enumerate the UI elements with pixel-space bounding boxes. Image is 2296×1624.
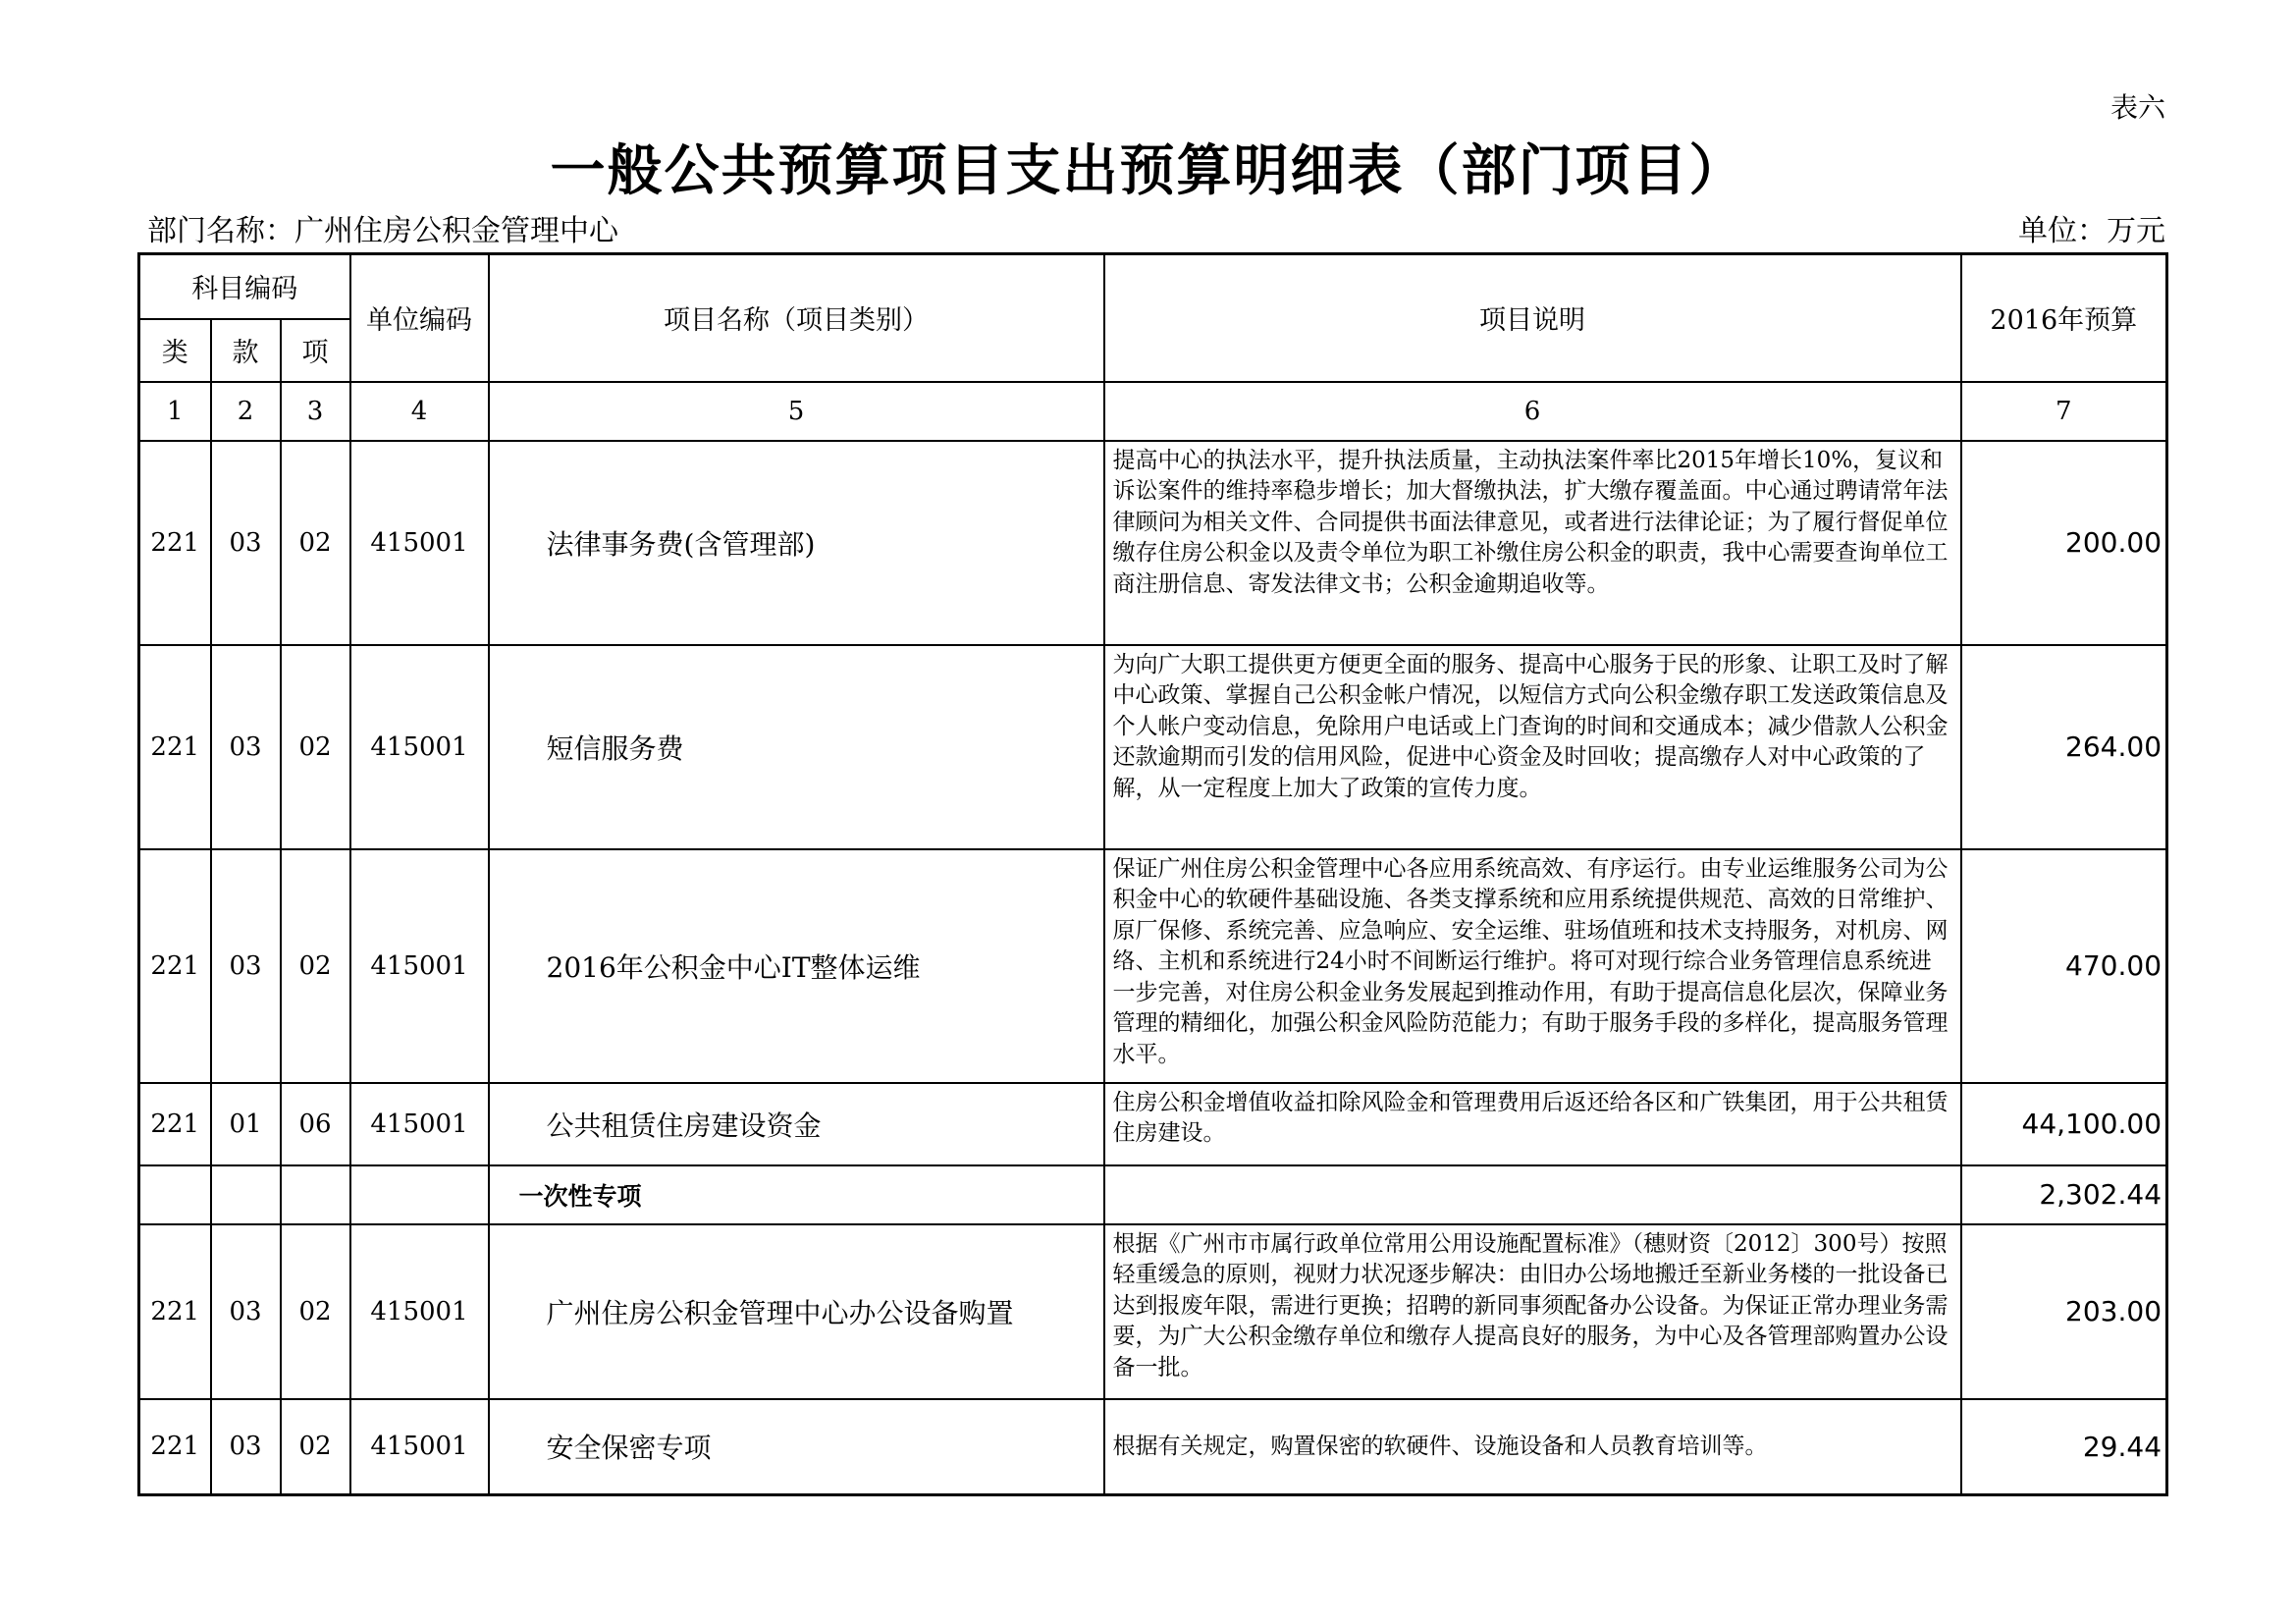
cell-kuan: 01 <box>211 1083 281 1165</box>
cell-unit-code: 415001 <box>350 1399 489 1495</box>
cell-project-desc <box>1104 1165 1961 1224</box>
cell-xiang: 02 <box>281 1224 350 1399</box>
cell-project-name: 短信服务费 <box>489 645 1104 849</box>
cell-unit-code: 415001 <box>350 1083 489 1165</box>
header-budget: 2016年预算 <box>1961 254 2167 382</box>
unit-label: 单位：万元 <box>2018 214 2165 248</box>
cell-budget: 264.00 <box>1961 645 2167 849</box>
cell-project-desc: 为向广大职工提供更方便更全面的服务、提高中心服务于民的形象、让职工及时了解中心政策、掌握自己公积金帐户情况，以短信方式向公积金缴存职工发送政策信息及个人帐户变动信息，免除用户电话或上门查询的时间和交通成本；减少借款人公积金还款逾期而引发的信用风险，促进中心资金及时回收；提高缴存人对中心政策的了解，从一定程度上加大了政策的宣传力度。 <box>1104 645 1961 849</box>
table-tag: 表六 <box>2109 91 2165 124</box>
cell-lei: 221 <box>139 1083 211 1165</box>
cell-lei <box>139 1165 211 1224</box>
header-project-desc: 项目说明 <box>1104 254 1961 382</box>
header-row-1 <box>139 254 2167 319</box>
index-cell: 6 <box>1104 382 1961 441</box>
table-row <box>139 849 2167 1083</box>
index-cell: 2 <box>211 382 281 441</box>
department-label: 部门名称：广州住房公积金管理中心 <box>147 214 618 248</box>
cell-budget: 470.00 <box>1961 849 2167 1083</box>
cell-unit-code: 415001 <box>350 441 489 645</box>
cell-unit-code: 415001 <box>350 1224 489 1399</box>
cell-kuan <box>211 1165 281 1224</box>
table-row <box>139 1083 2167 1165</box>
cell-budget: 29.44 <box>1961 1399 2167 1495</box>
cell-project-name: 2016年公积金中心IT整体运维 <box>489 849 1104 1083</box>
budget-table <box>137 252 2168 1496</box>
index-cell: 1 <box>139 382 211 441</box>
cell-budget: 200.00 <box>1961 441 2167 645</box>
cell-unit-code: 415001 <box>350 849 489 1083</box>
cell-xiang <box>281 1165 350 1224</box>
table-row <box>139 1399 2167 1495</box>
cell-xiang: 02 <box>281 441 350 645</box>
cell-kuan: 03 <box>211 849 281 1083</box>
header-lei: 类 <box>139 319 211 382</box>
header-unit-code: 单位编码 <box>350 254 489 382</box>
table-row <box>139 645 2167 849</box>
header-kuan: 款 <box>211 319 281 382</box>
page-title: 一般公共预算项目支出预算明细表（部门项目） <box>550 138 1746 203</box>
cell-xiang: 02 <box>281 1399 350 1495</box>
cell-category-name: 一次性专项 <box>489 1165 1104 1224</box>
cell-lei: 221 <box>139 645 211 849</box>
subtotal-row <box>139 1165 2167 1224</box>
cell-project-desc: 根据《广州市市属行政单位常用公用设施配置标准》（穗财资〔2012〕300号）按照轻重缓急的原则，视财力状况逐步解决：由旧办公场地搬迁至新业务楼的一批设备已达到报废年限，需进行更换；招聘的新同事须配备办公设备。为保证正常办理业务需要，为广大公积金缴存单位和缴存人提高良好的服务，为中心及各管理部购置办公设备一批。 <box>1104 1224 1961 1399</box>
cell-project-name: 安全保密专项 <box>489 1399 1104 1495</box>
cell-budget: 44,100.00 <box>1961 1083 2167 1165</box>
header-subject-code: 科目编码 <box>139 254 350 319</box>
cell-project-name: 公共租赁住房建设资金 <box>489 1083 1104 1165</box>
cell-unit-code <box>350 1165 489 1224</box>
cell-lei: 221 <box>139 1399 211 1495</box>
cell-project-name: 法律事务费(含管理部) <box>489 441 1104 645</box>
index-cell: 4 <box>350 382 489 441</box>
cell-budget: 203.00 <box>1961 1224 2167 1399</box>
cell-unit-code: 415001 <box>350 645 489 849</box>
cell-project-name: 广州住房公积金管理中心办公设备购置 <box>489 1224 1104 1399</box>
cell-budget: 2,302.44 <box>1961 1165 2167 1224</box>
header-project-name: 项目名称（项目类别） <box>489 254 1104 382</box>
cell-xiang: 02 <box>281 645 350 849</box>
index-cell: 3 <box>281 382 350 441</box>
cell-xiang: 06 <box>281 1083 350 1165</box>
table-row <box>139 1224 2167 1399</box>
cell-kuan: 03 <box>211 1399 281 1495</box>
cell-lei: 221 <box>139 1224 211 1399</box>
cell-kuan: 03 <box>211 1224 281 1399</box>
cell-project-desc: 根据有关规定，购置保密的软硬件、设施设备和人员教育培训等。 <box>1104 1399 1961 1495</box>
index-cell: 5 <box>489 382 1104 441</box>
cell-lei: 221 <box>139 849 211 1083</box>
cell-kuan: 03 <box>211 645 281 849</box>
index-row <box>139 382 2167 441</box>
table-row <box>139 441 2167 645</box>
cell-project-desc: 保证广州住房公积金管理中心各应用系统高效、有序运行。由专业运维服务公司为公积金中心的软硬件基础设施、各类支撑系统和应用系统提供规范、高效的日常维护、原厂保修、系统完善、应急响应、安全运维、驻场值班和技术支持服务，对机房、网络、主机和系统进行24小时不间断运行维护。将可对现行综合业务管理信息系统进一步完善，对住房公积金业务发展起到推动作用，有助于提高信息化层次，保障业务管理的精细化，加强公积金风险防范能力；有助于服务手段的多样化，提高服务管理水平。 <box>1104 849 1961 1083</box>
cell-lei: 221 <box>139 441 211 645</box>
index-cell: 7 <box>1961 382 2167 441</box>
cell-xiang: 02 <box>281 849 350 1083</box>
cell-project-desc: 提高中心的执法水平，提升执法质量，主动执法案件率比2015年增长10%，复议和诉讼案件的维持率稳步增长；加大督缴执法，扩大缴存覆盖面。中心通过聘请常年法律顾问为相关文件、合同提供书面法律意见，或者进行法律论证；为了履行督促单位缴存住房公积金以及责令单位为职工补缴住房公积金的职责，我中心需要查询单位工商注册信息、寄发法律文书；公积金逾期追收等。 <box>1104 441 1961 645</box>
cell-project-desc: 住房公积金增值收益扣除风险金和管理费用后返还给各区和广铁集团，用于公共租赁住房建设。 <box>1104 1083 1961 1165</box>
header-xiang: 项 <box>281 319 350 382</box>
cell-kuan: 03 <box>211 441 281 645</box>
